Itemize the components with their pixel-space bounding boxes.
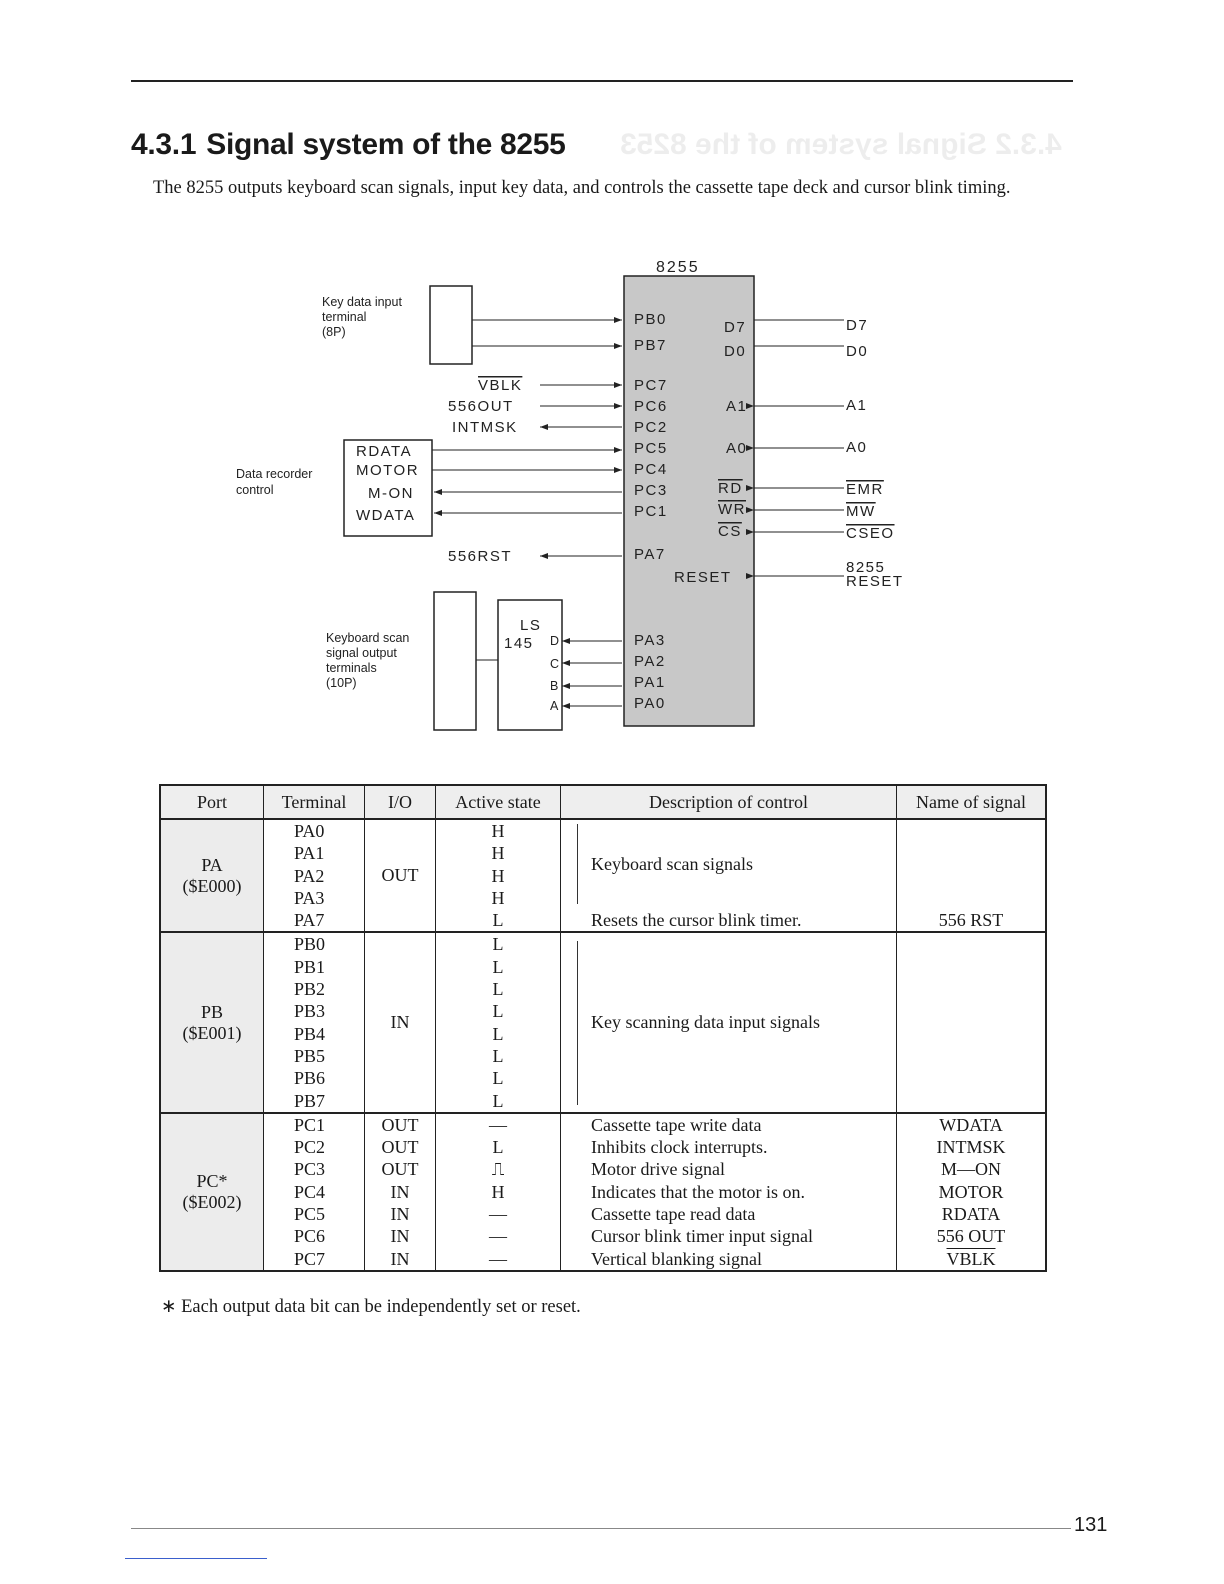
description-cell: Key scanning data input signals (561, 932, 897, 1112)
section-title: Signal system of the 8255 (206, 128, 566, 161)
svg-text:PA3: PA3 (634, 632, 666, 649)
svg-text:PC2: PC2 (634, 419, 668, 436)
key-input-label (322, 295, 402, 339)
svg-text:D7: D7 (724, 319, 747, 336)
section-number: 4.3.1 (131, 128, 197, 161)
signal-cell (897, 932, 1047, 1112)
svg-text:556OUT: 556OUT (448, 398, 514, 415)
terminal-cell: PC1 PC2 PC3 PC4 PC5 PC6 PC7 (264, 1113, 365, 1271)
svg-text:PC7: PC7 (634, 377, 668, 394)
svg-text:CS: CS (718, 523, 742, 540)
signal-cell: 556 RST (897, 819, 1047, 932)
ls145-top-label: LS (520, 617, 542, 634)
table-row-pc (160, 1113, 1046, 1271)
port-table (159, 784, 1047, 1272)
keyboard-scan-connector (434, 592, 476, 730)
svg-text:PA2: PA2 (634, 653, 666, 670)
header-port: Port (160, 785, 264, 819)
state-cell: — L ⎍ H — — — (436, 1113, 561, 1271)
svg-text:(10P): (10P) (326, 676, 357, 690)
svg-text:A: A (550, 699, 559, 713)
svg-text:VBLK: VBLK (478, 377, 523, 394)
svg-text:Data recorder: Data recorder (236, 467, 313, 481)
ls145-number: 145 (504, 635, 534, 652)
svg-text:RD: RD (718, 480, 743, 497)
svg-text:WR: WR (718, 501, 746, 518)
svg-text:A0: A0 (846, 439, 868, 456)
bleed-through-heading: 4.3.2 Signal system of the 8253 (620, 128, 1062, 161)
svg-text:D0: D0 (846, 343, 869, 360)
table-row-pb (160, 932, 1046, 1112)
svg-text:D: D (550, 634, 560, 648)
svg-text:PC1: PC1 (634, 503, 668, 520)
svg-text:Keyboard scan: Keyboard scan (326, 631, 410, 645)
state-cell: L L L L L L L L (436, 932, 561, 1112)
svg-text:D0: D0 (724, 343, 747, 360)
svg-text:B: B (550, 679, 559, 693)
top-rule (131, 80, 1073, 82)
io-cell: IN (365, 932, 436, 1112)
svg-text:PC6: PC6 (634, 398, 668, 415)
svg-text:PC5: PC5 (634, 440, 668, 457)
svg-text:D7: D7 (846, 317, 869, 334)
svg-text:Key data input: Key data input (322, 295, 402, 309)
svg-text:A0: A0 (726, 440, 748, 457)
io-cell: OUT OUT OUT IN IN IN IN (365, 1113, 436, 1271)
svg-text:PA7: PA7 (634, 546, 666, 563)
svg-text:PB7: PB7 (634, 337, 667, 354)
port-cell: PC* ($E002) (160, 1113, 264, 1271)
svg-text:terminal: terminal (322, 310, 367, 324)
svg-text:EMR: EMR (846, 481, 884, 498)
signal-cell: WDATA INTMSK M—ON MOTOR RDATA 556 OUT VBLK (897, 1113, 1047, 1271)
left-signals (448, 377, 522, 436)
header-active-state: Active state (436, 785, 561, 819)
svg-text:WDATA: WDATA (356, 507, 416, 524)
svg-text:PA1: PA1 (634, 674, 666, 691)
svg-text:INTMSK: INTMSK (452, 419, 518, 436)
intro-paragraph: The 8255 outputs keyboard scan signals, input key data, and controls the cassette tape deck and cursor blink timing. (153, 178, 1011, 198)
svg-text:CSEO: CSEO (846, 525, 895, 542)
svg-text:PC4: PC4 (634, 461, 668, 478)
svg-text:signal output: signal output (326, 646, 397, 660)
svg-text:RDATA: RDATA (356, 443, 413, 460)
signal-diagram (0, 250, 1224, 740)
svg-text:MW: MW (846, 503, 876, 520)
right-signals (846, 317, 904, 590)
state-cell: H H H H L (436, 819, 561, 932)
svg-text:PA0: PA0 (634, 695, 666, 712)
port-cell: PB ($E001) (160, 932, 264, 1112)
svg-text:PB0: PB0 (634, 311, 667, 328)
chip-8255-label: 8255 (656, 259, 700, 276)
signal-556rst: 556RST (448, 548, 513, 565)
svg-text:8255: 8255 (846, 559, 886, 576)
svg-text:C: C (550, 657, 560, 671)
page-number: 131 (1074, 1514, 1108, 1536)
svg-text:A1: A1 (846, 397, 868, 414)
header-description: Description of control (561, 785, 897, 819)
svg-text:M-ON: M-ON (368, 485, 414, 502)
io-cell: OUT (365, 819, 436, 932)
keyboard-scan-label (326, 631, 409, 690)
key-input-connector (430, 286, 472, 364)
svg-text:RESET: RESET (674, 569, 732, 586)
svg-text:PC3: PC3 (634, 482, 668, 499)
port-cell: PA ($E000) (160, 819, 264, 932)
header-io: I/O (365, 785, 436, 819)
link-underline (125, 1558, 267, 1559)
svg-text:RESET: RESET (846, 573, 904, 590)
description-cell: Keyboard scan signals Resets the cursor blink timer. (561, 819, 897, 932)
footnote: ∗ Each output data bit can be independently set or reset. (161, 1297, 581, 1317)
data-recorder-label (236, 467, 312, 497)
svg-text:control: control (236, 483, 274, 497)
svg-text:MOTOR: MOTOR (356, 462, 420, 479)
description-cell: Cassette tape write data Inhibits clock interrupts. Motor drive signal Indicates that the motor is on. Cassette tape read data Cursor blink timer input signal Vertical blanking signal (561, 1113, 897, 1271)
terminal-cell: PB0 PB1 PB2 PB3 PB4 PB5 PB6 PB7 (264, 932, 365, 1112)
bottom-rule (131, 1528, 1071, 1529)
header-signal-name: Name of signal (897, 785, 1047, 819)
svg-text:terminals: terminals (326, 661, 377, 675)
terminal-cell: PA0 PA1 PA2 PA3 PA7 (264, 819, 365, 932)
svg-text:(8P): (8P) (322, 325, 346, 339)
svg-text:A1: A1 (726, 398, 748, 415)
table-header-row (160, 785, 1046, 819)
header-terminal: Terminal (264, 785, 365, 819)
table-row-pa (160, 819, 1046, 932)
section-heading (131, 128, 566, 162)
